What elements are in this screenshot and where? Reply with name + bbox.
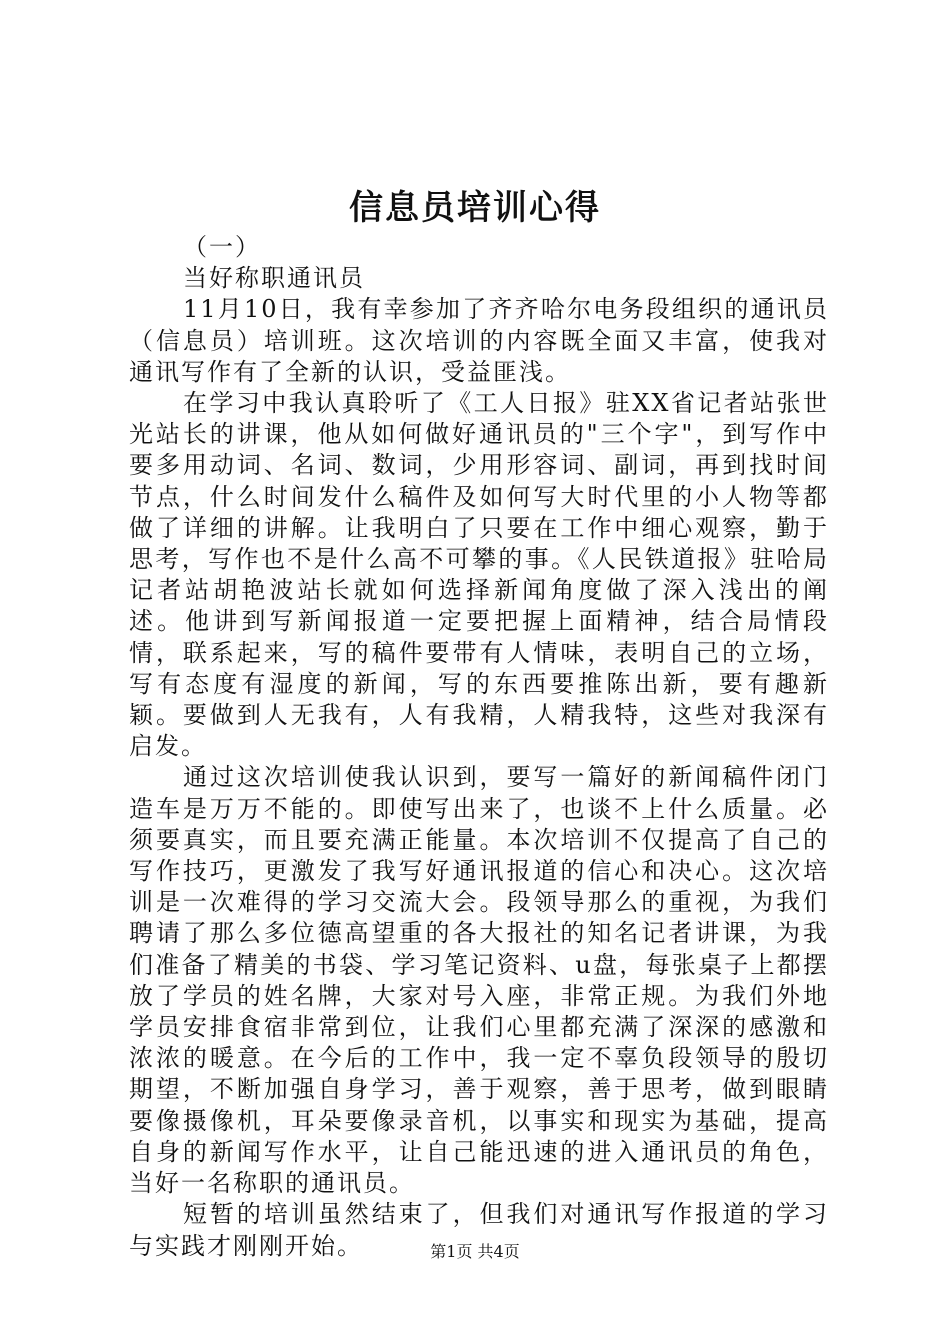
section-number: （一） (183, 233, 261, 261)
document-body (129, 232, 829, 1262)
paragraph-2: 在学习中我认真聆听了《工人日报》驻XX省记者站张世光站长的讲课，他从如何做好通讯员的"三个字"，到写作中要多用动词、名词、数词，少用形容词、副词，再到找时间节点，什么时间发什么稿件及如何写大时代里的小人物等都做了详细的讲解。让我明白了只要在工作中细心观察，勤于思考，写作也不是什么高不可攀的事。《人民铁道报》驻哈局记者站胡艳波站长就如何选择新闻角度做了深入浅出的阐述。他讲到写新闻报道一定要把握上面精神，结合局情段情，联系起来，写的稿件要带有人情味，表明自己的立场，写有态度有湿度的新闻，写的东西要推陈出新，要有趣新颖。要做到人无我有，人有我精，人精我特，这些对我深有启发。 (129, 389, 829, 761)
paragraph-1: 11月10日，我有幸参加了齐齐哈尔电务段组织的通讯员（信息员）培训班。这次培训的内容既全面又丰富，使我对通讯写作有了全新的认识，受益匪浅。 (129, 295, 829, 386)
paragraph-3: 通过这次培训使我认识到，要写一篇好的新闻稿件闭门造车是万万不能的。即使写出来了，也谈不上什么质量。必须要真实，而且要充满正能量。本次培训不仅提高了自己的写作技巧，更激发了我写好通讯报道的信心和决心。这次培训是一次难得的学习交流大会。段领导那么的重视，为我们聘请了那么多位德高望重的各大报社的知名记者讲课，为我们准备了精美的书袋、学习笔记资料、u盘，每张桌子上都摆放了学员的姓名牌，大家对号入座，非常正规。为我们外地学员安排食宿非常到位，让我们心里都充满了深深的感激和浓浓的暖意。在今后的工作中，我一定不辜负段领导的殷切期望，不断加强自身学习，善于观察，善于思考，做到眼睛要像摄像机，耳朵要像录音机，以事实和现实为基础，提高自身的新闻写作水平，让自己能迅速的进入通讯员的角色，当好一名称职的通讯员。 (129, 763, 829, 1198)
page-number-footer: 第1页 共4页 (430, 1242, 520, 1261)
document-title: 信息员培训心得 (349, 188, 601, 228)
paragraph-4: 短暂的培训虽然结束了，但我们对通讯写作报道的学习与实践才刚刚开始。 (129, 1200, 829, 1260)
section-heading: 当好称职通讯员 (183, 264, 365, 293)
